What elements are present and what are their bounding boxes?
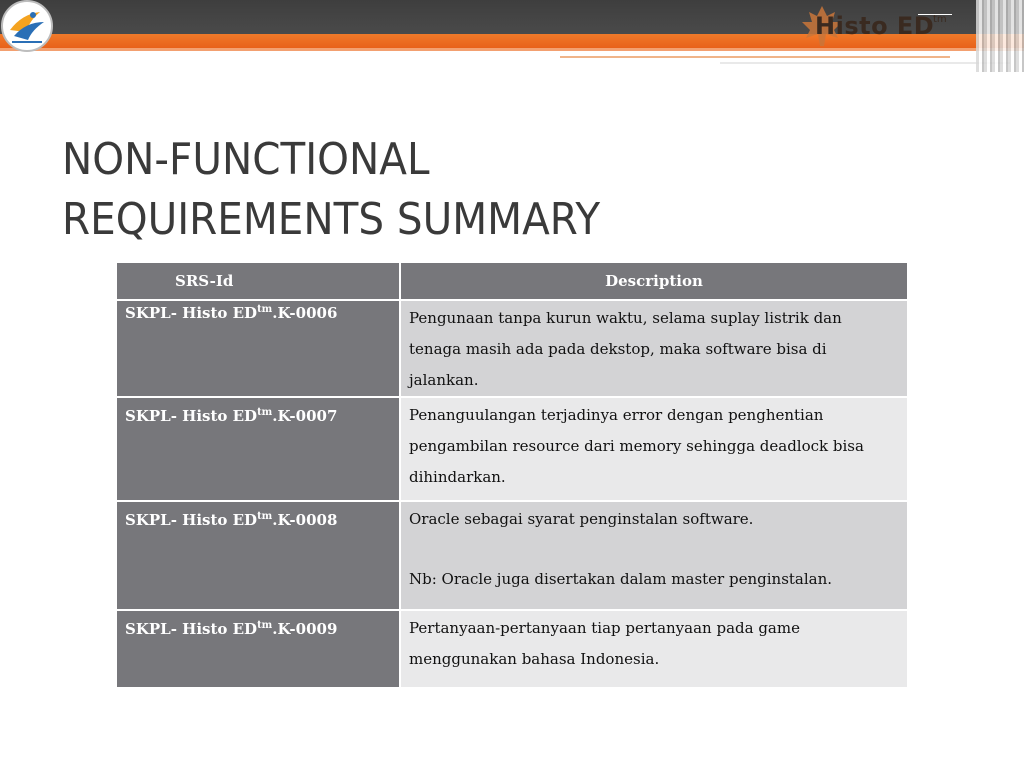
srs-id-suffix: .K-0008	[272, 511, 338, 529]
srs-id-tm: tm	[257, 304, 273, 315]
description-cell: Pengunaan tanpa kurun waktu, selama suplay listrik dan tenaga masih ada pada dekstop, maka software bisa di jalankan.	[400, 300, 907, 397]
table-header-row	[117, 263, 907, 300]
srs-id-cell	[117, 300, 400, 397]
srs-id-suffix: .K-0009	[272, 620, 338, 638]
description-note: Nb: Oracle juga disertakan dalam master penginstalan.	[409, 570, 833, 588]
srs-id-suffix: .K-0007	[272, 407, 338, 425]
description-cell: Pertanyaan-pertanyaan tiap pertanyaan pada game menggunakan bahasa Indonesia.	[400, 610, 907, 688]
requirements-table	[117, 263, 907, 689]
table-row	[117, 501, 907, 610]
srs-id-tm: tm	[257, 407, 273, 418]
table-row	[117, 397, 907, 501]
description-spacer	[409, 535, 897, 564]
description-cell	[400, 501, 907, 610]
description-cell: Penanguulangan terjadinya error dengan penghentian pengambilan resource dari memory sehingga deadlock bisa dihindarkan.	[400, 397, 907, 501]
page-title	[62, 130, 600, 250]
srs-id-prefix: SKPL- Histo ED	[125, 620, 258, 638]
page-title-line-1: NON-FUNCTIONAL	[62, 134, 430, 185]
table-row	[117, 300, 907, 397]
banner-decorative-lines	[0, 48, 1024, 70]
srs-id-suffix: .K-0006	[272, 304, 338, 322]
informatika-logo-icon	[0, 0, 54, 54]
description-text: Oracle sebagai syarat penginstalan software.	[409, 510, 754, 528]
srs-id-tm: tm	[257, 511, 273, 522]
column-header-srs-id: SRS-Id	[117, 263, 400, 300]
srs-id-cell	[117, 501, 400, 610]
srs-id-tm: tm	[257, 620, 273, 631]
page-title-line-2: REQUIREMENTS SUMMARY	[62, 194, 601, 245]
srs-id-cell	[117, 397, 400, 501]
srs-id-prefix: SKPL- Histo ED	[125, 407, 258, 425]
column-header-description: Description	[400, 263, 907, 300]
brand-logo-text: Histo ED	[815, 12, 935, 40]
srs-id-cell	[117, 610, 400, 688]
srs-id-prefix: SKPL- Histo ED	[125, 304, 258, 322]
brand-trademark: tm	[933, 14, 947, 25]
srs-id-prefix: SKPL- Histo ED	[125, 511, 258, 529]
banner-stripes	[976, 0, 1024, 72]
table-row	[117, 610, 907, 688]
